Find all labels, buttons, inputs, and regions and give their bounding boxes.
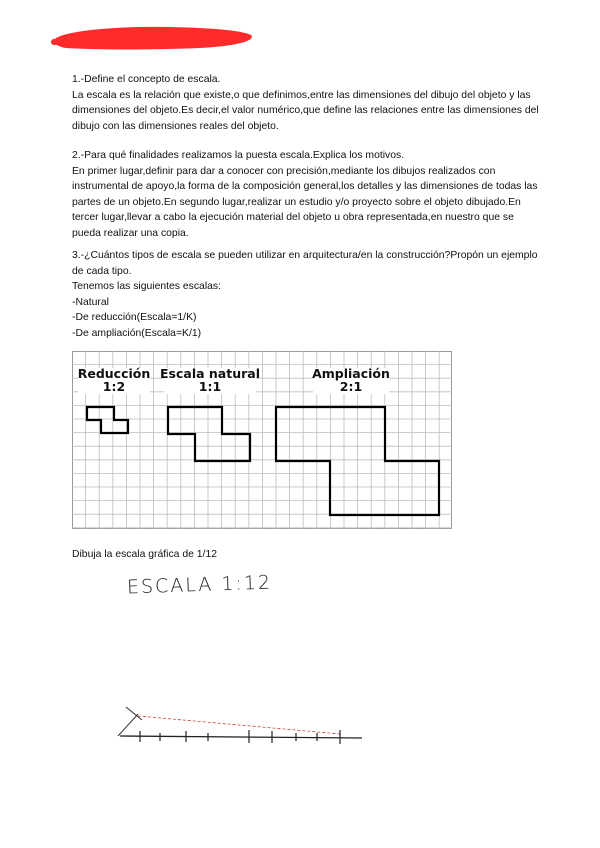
ampliacion-ratio: 2:1 (339, 379, 363, 394)
task-prompt: Dibuja la escala gráfica de 1/12 (72, 549, 217, 560)
reduccion-ratio: 1:2 (102, 379, 126, 394)
question-1-answer: La escala es la relación que existe,o que definimos,entre las dimensiones del dibujo del objeto y las dimensiones del objeto.Es decir,el valor numérico,que define las relaciones entre las dimensiones del dibujo con las dimensiones reales del objeto. (72, 89, 539, 132)
handwritten-title: ESCALA 1:12 (126, 571, 273, 599)
diagonal-projection (138, 716, 340, 734)
question-3-title: 3.-¿Cuántos tipos de escala se pueden utilizar en arquitectura/en la construcción?Propón un ejemplo de cada tipo. (72, 250, 538, 277)
reduccion-label: Reducción (77, 366, 151, 381)
shape-natural (168, 407, 250, 461)
scales-figure (72, 351, 452, 529)
question-2 (72, 148, 542, 242)
scale-type-reduccion: -De reducción(Escala=1/K) (72, 312, 197, 324)
question-3 (72, 248, 542, 342)
ampliacion-label: Ampliación (312, 366, 390, 381)
question-1 (72, 72, 542, 134)
natural-ratio: 1:1 (198, 379, 222, 394)
shape-reduccion (87, 407, 128, 433)
question-1-title: 1.-Define el concepto de escala. (72, 74, 221, 85)
natural-label: Escala natural (160, 366, 260, 381)
scale-type-ampliacion: -De ampliación(Escala=K/1) (72, 327, 202, 339)
redaction-mark (0, 0, 270, 60)
construction-line (118, 714, 138, 736)
scale-type-natural: -Natural (72, 296, 109, 308)
graphic-scale-drawing (112, 700, 372, 750)
question-2-title: 2.-Para qué finalidades realizamos la puesta escala.Explica los motivos. (72, 150, 405, 161)
scale-baseline (120, 736, 362, 738)
question-2-answer: En primer lugar,definir para dar a conocer con precisión,mediante los dibujos realizados con instrumental de apoyo,la forma de la composición general,los detalles y las dimensiones de todas las partes de un objeto.En segundo lugar,realizar un estudio y/o proyecto sobre el objeto dibujado.En tercer lugar,llevar a cabo la ejecución material del objeto u obra representada,en nuestro que se pueda realizar una copia. (72, 165, 538, 239)
question-3-intro: Tenemos las siguientes escalas: (72, 281, 222, 293)
